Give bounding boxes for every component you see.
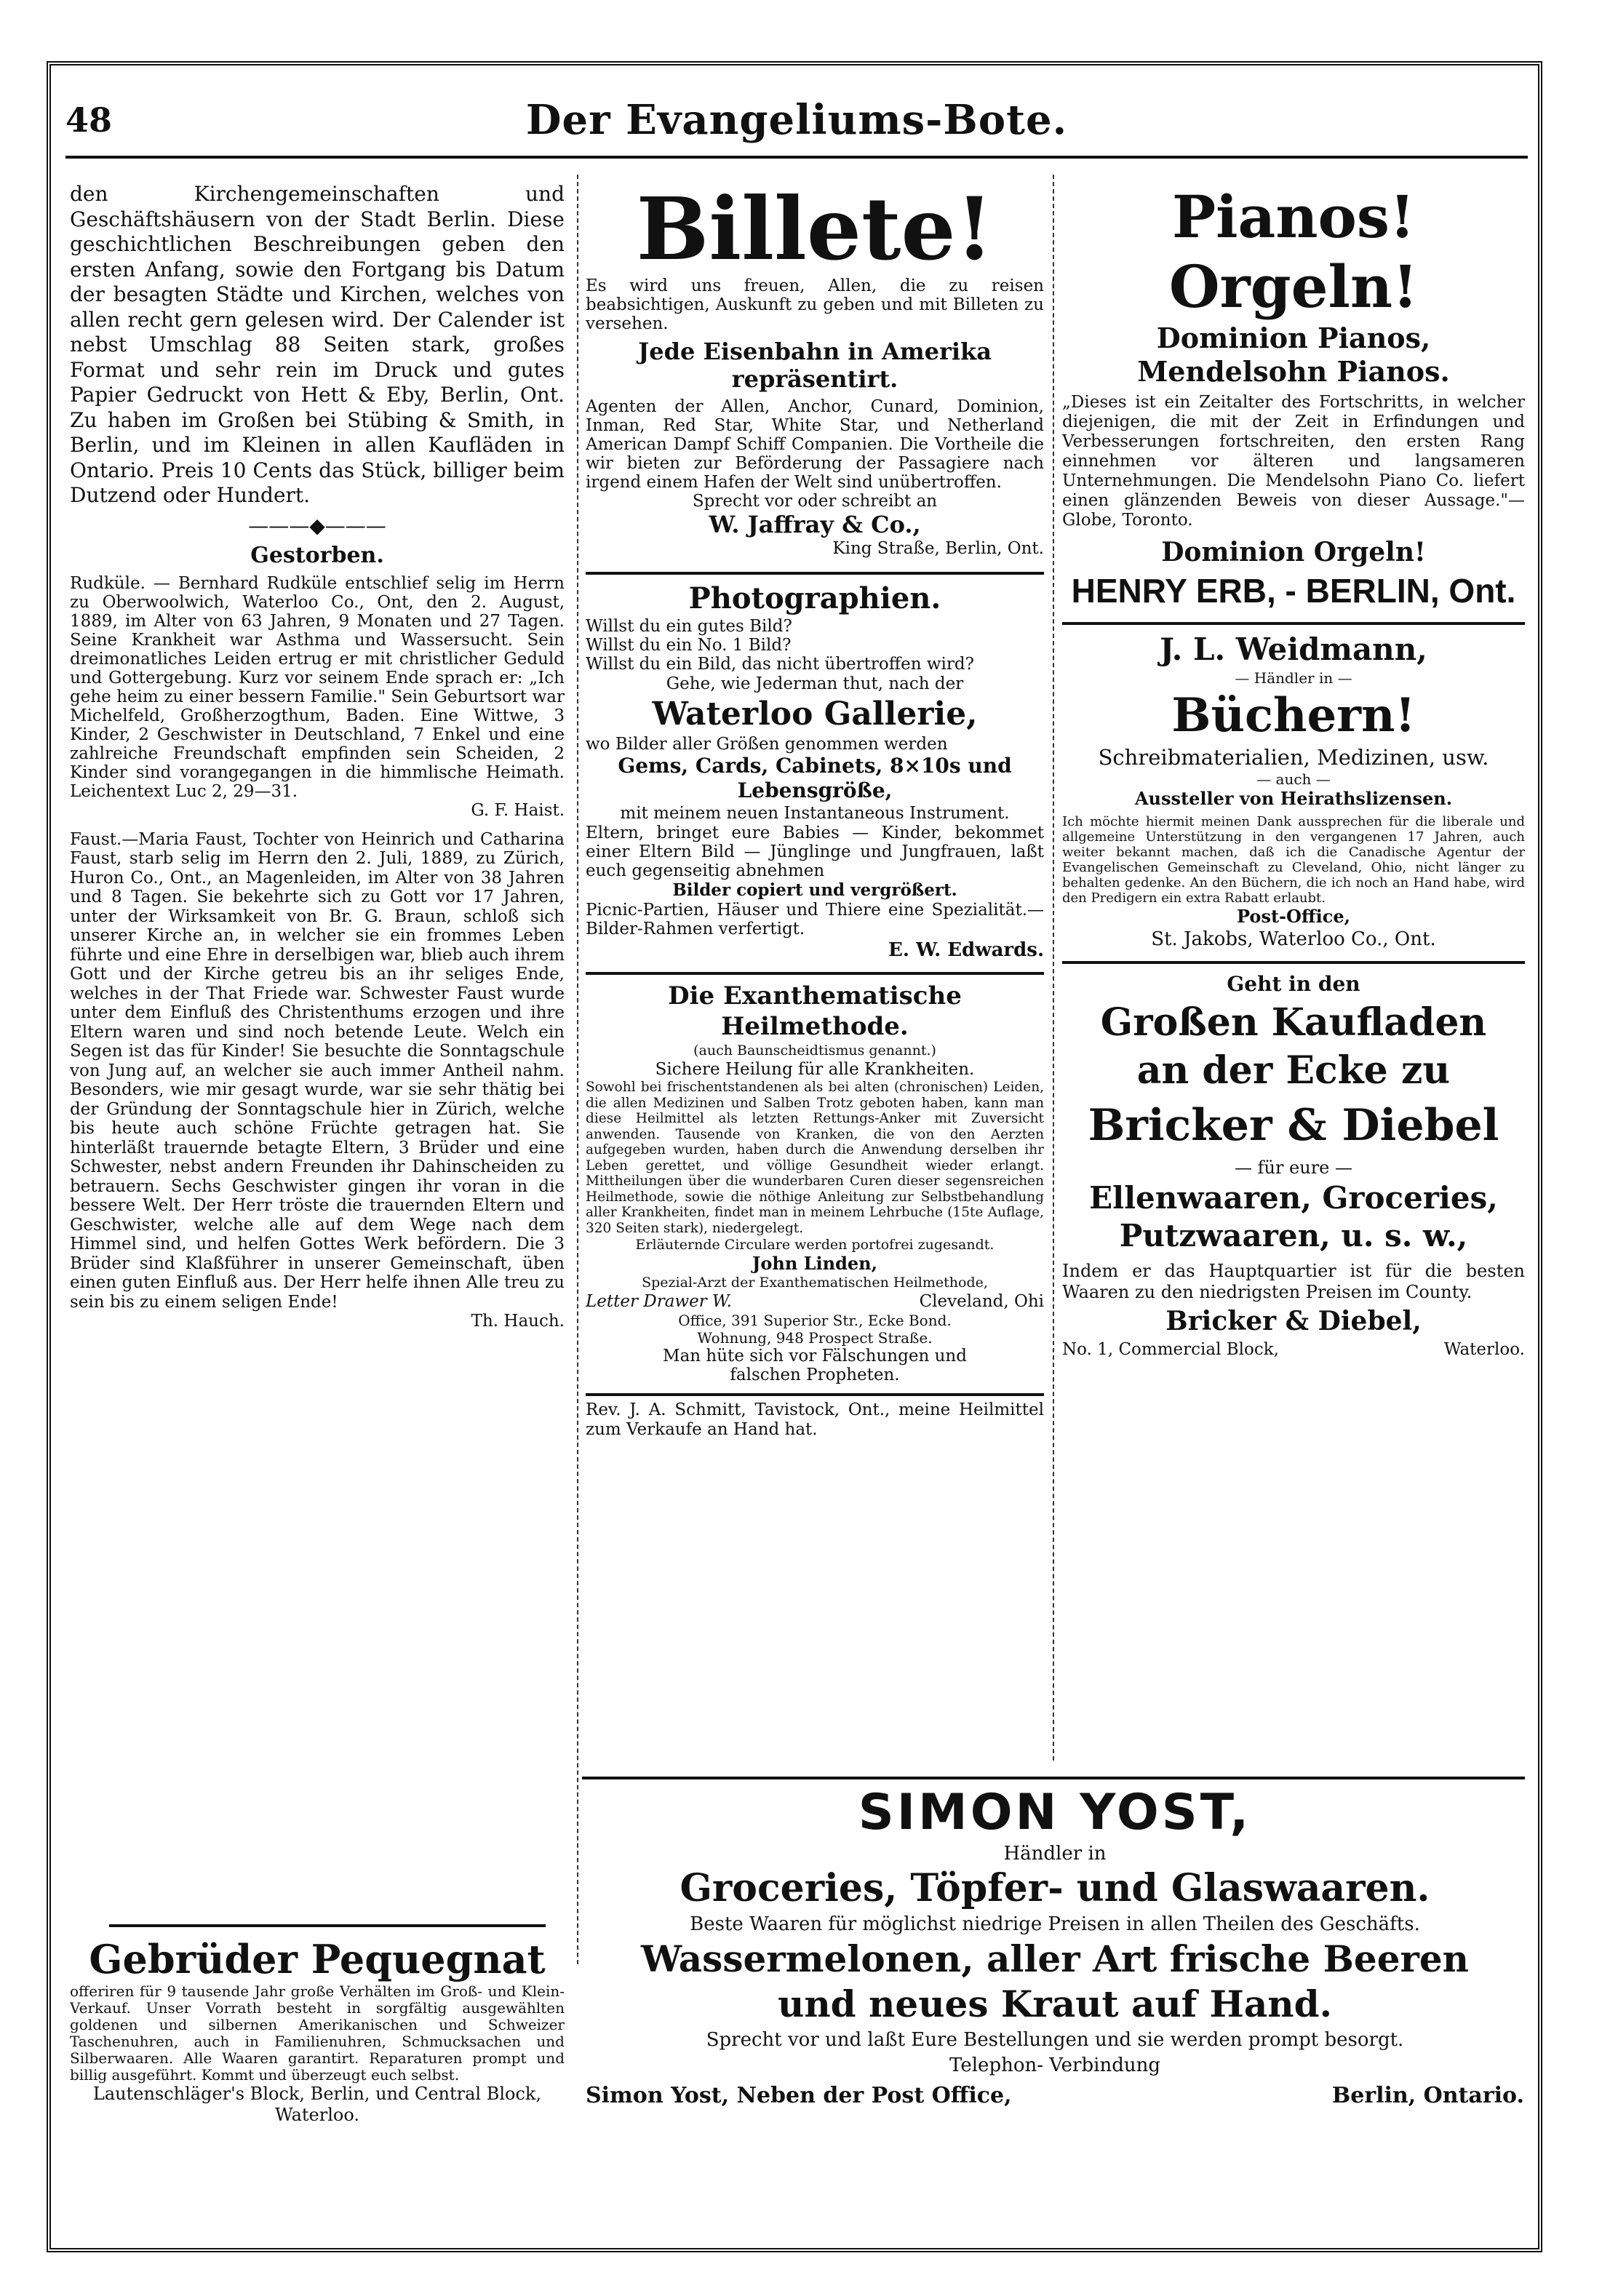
bricker-address: No. 1, Commercial Block,	[1062, 1340, 1279, 1359]
exan-body: Sowohl bei frischentstandenen als bei alten (chronischen) Leiden, die allen Medizinen und Salben Trotz geboten haben, kann man diese Heilmittel als letzten Rettungs-Anker mit Zuversicht anwenden. Tausende von Kranken, die von den Aerzten aufgegeben wurden, haben durch die Anwendung derselben ihr Leben gerettet, und völlige Gesundheit wieder erlangt. Mittheilungen über die wunderbaren Curen dieser segensreichen Heilmethode, sowie die nöthige Anleitung zur Selbstbehandlung aller Krankheiten, findet man in meinem Lehrbuche (15te Auflage, 320 Seiten stark), niedergelegt.	[586, 1080, 1044, 1236]
henry-erb: HENRY ERB, - BERLIN, Ont.	[1071, 572, 1516, 610]
linden-office: Office, 391 Superior Str., Ecke Bond.	[678, 1312, 952, 1329]
divider-yost	[582, 1777, 1525, 1779]
bricker-indem: Indem er das Hauptquartier ist für die besten Waaren zu den niedrigsten Preisen im County.	[1062, 1261, 1525, 1302]
column-rule-1	[577, 175, 578, 1964]
photo-question-1: Willst du ein gutes Bild?	[586, 617, 792, 636]
yost-footer-row	[586, 2081, 1524, 2111]
billete-body: Es wird uns freuen, Allen, die zu reisen beabsichtigen, Auskunft zu geben und mit Billeten zu versehen.	[586, 276, 1044, 333]
divider-weidmann	[1062, 622, 1525, 625]
obituary-faust-signature: Th. Hauch.	[471, 1312, 565, 1331]
bricker-geht: Geht in den	[1227, 972, 1360, 996]
dominion-pianos: Dominion Pianos, Mendelsohn Pianos.	[1137, 322, 1450, 388]
bricker-diebel-title: Bricker & Diebel	[1088, 1100, 1499, 1151]
linden-wohnung: Wohnung, 948 Prospect Straße.	[697, 1329, 933, 1347]
gestorben-heading: Gestorben.	[250, 542, 384, 568]
edwards-name: E. W. Edwards.	[888, 939, 1044, 961]
photo-gehe: Gehe, wie Jederman thut, nach der	[666, 674, 964, 693]
agenten-text: Agenten der Allen, Anchor, Cunard, Dominion, Inman, Red Star, White Star, und Netherland American Dampf Schiff Companien. Die Vortheile die wir bieten zur Beförderung der Passagiere nach irgend einem Hafen der Welt sind unübertroffen.	[586, 397, 1044, 492]
linden-letter-drawer: Letter Drawer W.	[586, 1292, 732, 1311]
bricker-waren: Ellenwaaren, Groceries, Putzwaaren, u. s. w.,	[1089, 1180, 1498, 1253]
photo-eltern: Eltern, bringet eure Babies — Kinder, bekommet einer Eltern Bild — Jünglinge und Jungfrauen, laßt euch gegenseitig abnehmen	[586, 824, 1044, 880]
weidmann-address: St. Jakobs, Waterloo Co., Ont.	[1151, 928, 1436, 950]
globe-quote: „Dieses ist ein Zeitalter des Fortschritts, in welcher diejenigen, die mit der Zeit in Erfindungen und Verbesserungen fortschreiten, den ersten Rang einnehmen vor älteren und langsameren Unternehmungen. Die Mendelsohn Piano Co. liefert einen glänzenden Beweis von dieser Aussage."—Globe, Toronto.	[1062, 393, 1525, 530]
dominion-orgeln: Dominion Orgeln!	[1161, 537, 1426, 567]
yost-sprecht: Sprecht vor und laßt Eure Bestellungen und sie werden prompt besorgt.	[706, 2029, 1404, 2051]
obituary-rudkuele-signature: G. F. Haist.	[471, 800, 565, 820]
linden-name: John Linden,	[752, 1253, 877, 1274]
photo-question-3: Willst du ein Bild, das nicht übertroffen wird?	[586, 655, 974, 674]
yost-telephon: Telephon- Verbindung	[949, 2054, 1160, 2076]
yost-groceries: Groceries, Töpfer- und Glaswaaren.	[680, 1866, 1430, 1910]
divider-photo	[586, 572, 1044, 575]
divider-exan	[586, 972, 1044, 975]
yost-name: SIMON YOST,	[858, 1784, 1252, 1841]
exan-warning: Man hüte sich vor Fälschungen und falschen Propheten.	[663, 1347, 967, 1384]
divider-bricker	[1062, 961, 1525, 964]
pequegnat-body: offeriren für 9 tausende Jahr große Verhälten im Groß- und Klein-Verkauf. Unser Vorrath besteht in sorgfältig ausgewählten goldenen und silbernen Amerikanischen und Schweizer Taschenuhren, auch in Familienuhren, Schmucksachen und Silberwaaren. Alle Waaren garantirt. Reparaturen prompt und billig ausgeführt. Kommt und überzeugt euch selbst.	[70, 1982, 565, 2084]
weidmann-schreib: Schreibmaterialien, Medizinen, usw.	[1098, 745, 1489, 770]
photo-wo: wo Bilder aller Größen genommen werden	[586, 735, 948, 754]
weidmann-aussteller: Aussteller von Heirathslizensen.	[1134, 788, 1453, 809]
photo-formats: Gems, Cards, Cabinets, 8×10s und Lebensgröße,	[618, 754, 1012, 802]
eisenbahn-heading: Jede Eisenbahn in Amerika repräsentirt.	[638, 338, 992, 393]
linden-spezialarzt: Spezial-Arzt der Exanthematischen Heilmethode,	[642, 1275, 988, 1291]
weidmann-haendler: — Händler in —	[1235, 669, 1352, 687]
weidmann-name: J. L. Weidmann,	[1160, 631, 1427, 667]
obituary-faust: Faust.—Maria Faust, Tochter von Heinrich und Catharina Faust, starb selig im Herrn den 2. Juli, 1889, zu Zürich, Huron Co., Ont., an Magenleiden, im Alter von 38 Jahren und 8 Tagen. Sie bekehrte sich zu Gott vor 17 Jahren, unter der Wirksamkeit von Br. G. Braun, schloß sich unserer Kirche an, in welcher sie ein frommes Leben führte und eine Ehre in derselbigen war, blieb auch ihrem Gott und der Kirche getreu bis an ihr seliges Ende, welches in der That Friede war. Schwester Faust wurde unter dem Einfluß des Christenthums erzogen und ihre Eltern waren und sind noch betende Leute. Welch ein Segen ist das für Kinder! Sie besuchte die Sonntagschule von Jung auf, an welcher sie auch immer Antheil nahm. Besonders, wie mir gesagt wurde, war sie sehr thätig bei der Gründung der Sonntagschule hier in Zürich, welche bis heute auch schöne Früchte getragen hat. Sie hinterläßt trauernde betagte Eltern, 3 Brüder und eine Schwester, nebst andern Freunden ihr Dahinscheiden zu betrauern. Sechs Geschwister gingen ihr voran in die bessere Welt. Der Herr tröste die trauernden Eltern und Geschwister, welche alle auf dem Wege nach dem Himmel sind, und helfen Gottes Werk befördern. Die 3 Brüder sind Klaßführer in unserer Gemeinschaft, üben einen guten Einfluß aus. Der Herr helfe ihnen Alle treu zu sein bis zu einem seligen Ende!	[70, 829, 565, 1312]
ornament-divider: ———◆———	[248, 513, 386, 538]
divider-schmitt	[586, 1393, 1044, 1396]
page-number: 48	[65, 100, 113, 140]
jaffray-address: King Straße, Berlin, Ont.	[832, 539, 1044, 558]
bricker-city: Waterloo.	[1443, 1340, 1525, 1359]
billete-title: Billete!	[636, 182, 994, 279]
yost-ad	[586, 1784, 1524, 2228]
waterloo-gallerie: Waterloo Gallerie,	[652, 695, 978, 733]
photographien-title: Photographien.	[688, 581, 941, 615]
weidmann-auch: — auch —	[1256, 770, 1331, 788]
pequegnat-ad	[70, 1935, 565, 2226]
schmitt-notice: Rev. J. A. Schmitt, Tavistock, Ont., meine Heilmittel zum Verkaufe an Hand hat.	[586, 1400, 1044, 1439]
weidmann-post: Post-Office,	[1237, 906, 1350, 927]
exan-sicher: Sichere Heilung für alle Krankheiten.	[655, 1060, 975, 1079]
bricker-diebel-sign: Bricker & Diebel,	[1165, 1306, 1422, 1336]
calendar-article: den Kirchengemeinschaften und Geschäftshäusern von der Stadt Berlin. Diese geschichtlichen Beschreibungen geben den ersten Anfang, sowie den Fortgang bis Datum der besagten Städte und Kirchen, welches von allen recht gern gelesen wird. Der Calender ist nebst Umschlag 88 Seiten stark, großes Format und sehr rein im Druck und gutes Papier Gedruckt von Hett & Eby, Berlin, Ont. Zu haben im Großen bei Stübing & Smith, in Berlin, und im Kleinen in allen Kaufläden in Ontario. Preis 10 Cents das Stück, billiger beim Dutzend oder Hundert.	[70, 182, 565, 507]
pequegnat-address: Lautenschläger's Block, Berlin, und Central Block, Waterloo.	[92, 2084, 542, 2125]
exan-title: Die Exanthematische Heilmethode.	[668, 981, 962, 1041]
page-header	[65, 86, 1528, 159]
linden-city: Cleveland, Ohi	[919, 1292, 1044, 1311]
column-rule-2	[1053, 175, 1054, 1761]
obituary-rudkuele: Rudküle. — Bernhard Rudküle entschlief selig im Herrn zu Oberwoolwich, Waterloo Co., Ont, den 2. August, 1889, im Alter von 63 Jahren, 9 Monaten und 27 Tagen. Seine Krankheit war Asthma und Wassersucht. Sein dreimonatliches Leiden ertrug er mit christlicher Geduld und Gottergebung. Kurz vor seinem Ende sprach er: „Ich gehe heim zu einer bessern Familie." Sein Geburtsort war Michelfeld, Großherzogthum, Baden. Eine Wittwe, 3 Kinder, 2 Geschwister in Deutschland, 7 Enkel und eine zahlreiche Freundschaft empfinden sein Scheiden, 2 Kinder sind vorangegangen in die himmlische Heimath. Leichentext Luc 2, 29—31.	[70, 573, 565, 801]
exan-subtitle: (auch Baunscheidtismus genannt.)	[693, 1043, 936, 1059]
yost-beste: Beste Waaren für möglichst niedrige Preisen in allen Theilen des Geschäfts.	[690, 1913, 1420, 1935]
sprecht-vor: Sprecht vor oder schreibt an	[692, 492, 938, 511]
yost-haendler: Händler in	[1003, 1843, 1107, 1865]
jaffray-name: W. Jaffray & Co.,	[709, 511, 921, 538]
column-2	[586, 182, 1044, 1775]
pianos-title: Pianos! Orgeln!	[1168, 183, 1419, 321]
photo-instrument: mit meinem neuen Instantaneous Instrument.	[620, 804, 1010, 823]
bricker-grossen: Großen Kaufladen an der Ecke zu	[1100, 1000, 1487, 1093]
divider-pequegnat	[109, 1924, 546, 1927]
linden-address-row	[586, 1291, 1044, 1312]
yost-melonen: Wassermelonen, aller Art frische Beeren und neues Kraut auf Hand.	[640, 1937, 1470, 2025]
photo-picnic: Picnic-Partien, Häuser und Thiere eine Spezialität.—Bilder-Rahmen verfertigt.	[586, 901, 1044, 938]
photo-question-2: Willst du ein No. 1 Bild?	[586, 636, 792, 655]
yost-footer-right: Berlin, Ontario.	[1331, 2083, 1524, 2108]
masthead-title: Der Evangeliums-Bote.	[525, 96, 1068, 144]
exan-circulare: Erläuternde Circulare werden portofrei zugesandt.	[635, 1237, 995, 1253]
weidmann-dank: Ich möchte hiermit meinen Dank aussprechen für die liberale und allgemeine Unterstützung in den vergangenen 17 Jahren, auch weiter bekannt machen, daß ich die Canadische Agentur der Evangelischen Gemeinschaft zu Cleveland, Ohio, nicht länger zu behalten gedenke. An den Büchern, die ich noch an Hand habe, wird den Predigern ein extra Rabatt erlaubt.	[1062, 814, 1525, 906]
column-3	[1062, 182, 1525, 1775]
column-1	[70, 182, 565, 2219]
bricker-fuer: — für eure —	[1234, 1157, 1353, 1178]
photo-copiert: Bilder copiert und vergrößert.	[672, 880, 957, 900]
buechern-title: Büchern!	[1171, 688, 1416, 743]
yost-footer-left: Simon Yost, Neben der Post Office,	[586, 2083, 1012, 2108]
bricker-address-row	[1062, 1339, 1525, 1360]
pequegnat-title: Gebrüder Pequegnat	[89, 1936, 546, 1982]
